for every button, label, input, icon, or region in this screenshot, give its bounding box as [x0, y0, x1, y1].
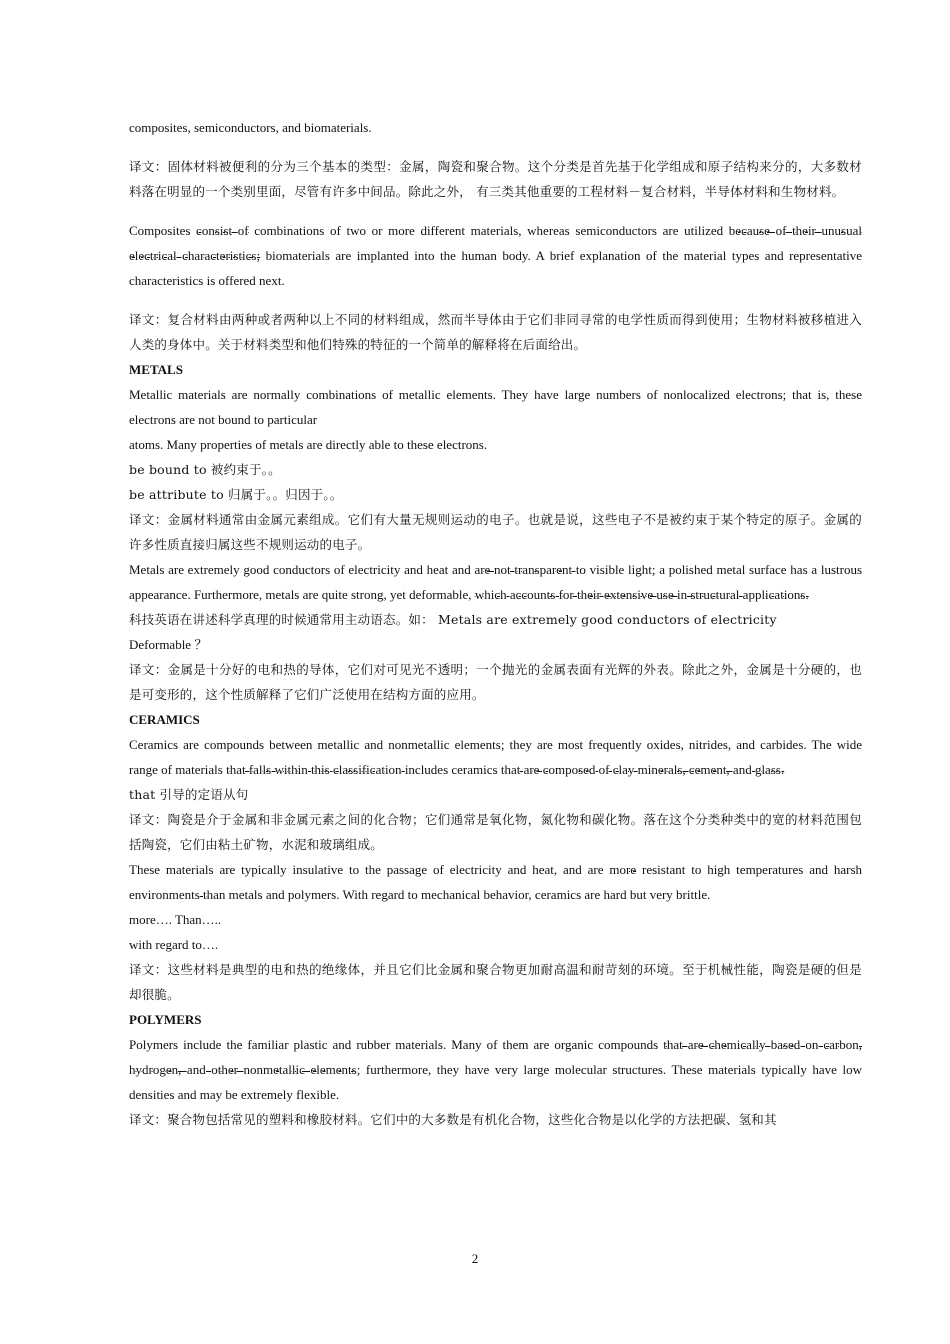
underlined-phrase: that falls within this classification — [226, 762, 405, 777]
grammar-note-more-than: more…. Than….. — [129, 912, 222, 927]
underlined-phrase: than — [199, 887, 226, 902]
ceramics-paragraph-1: Ceramics are compounds between metallic and nonmetallic elements; they are most frequently oxides, nitrides, and carbides. The wide range of materials that falls within this classification includes ceramics that are composed of clay minerals, cement, and glass. — [129, 737, 862, 777]
grammar-note-that-clause: that 引导的定语从句 — [129, 787, 249, 802]
ceramics-paragraph-2: These materials are typically insulative to the passage of electricity and heat, and are more resistant to high temperatures and harsh environments than metals and polymers. With regard to mechanical behavior, ceramics are hard but very brittle. — [129, 862, 862, 902]
ceramics-translation-2: 译文：这些材料是典型的电和热的绝缘体，并且它们比金属和聚合物更加耐高温和耐苛刻的环境。至于机械性能，陶瓷是硬的但是却很脆。 — [129, 962, 862, 1002]
metals-paragraph-2: atoms. Many properties of metals are directly able to these electrons. — [129, 437, 488, 452]
intro-tail-paragraph: composites, semiconductors, and biomaterials. — [129, 120, 372, 135]
metals-translation-2: 译文：金属是十分好的电和热的导体，它们对可见光不透明；一个抛光的金属表面有光辉的外表。除此之外，金属是十分硬的，也是可变形的，这个性质解释了它们广泛使用在结构方面的应用。 — [129, 662, 862, 702]
intro-translation: 译文：固体材料被便利的分为三个基本的类型：金属，陶瓷和聚合物。这个分类是首先基于化学组成和原子结构来分的，大多数材料落在明显的一个类别里面，尽管有许多中间品。除此之外， 有三类其他重要的工程材料－复合材料，半导体材料和生物材料。 — [129, 159, 862, 199]
metals-translation-1: 译文：金属材料通常由金属元素组成。它们有大量无规则运动的电子。也就是说，这些电子不是被约束于某个特定的原子。金属的许多性质直接归属这些不规则运动的电子。 — [129, 512, 862, 552]
page-number: 2 — [471, 1251, 479, 1266]
polymers-translation: 译文：聚合物包括常见的塑料和橡胶材料。它们中的大多数是有机化合物，这些化合物是以化学的方法把碳、氢和其 — [129, 1112, 777, 1127]
vocab-note-deformable: Deformable ？ — [129, 637, 208, 652]
underlined-phrase: more — [609, 862, 637, 877]
vocab-note-bound: be bound to 被约束于。。 — [129, 462, 281, 477]
metals-paragraph-1: Metallic materials are normally combinations of metallic elements. They have large numbers of nonlocalized electrons; that is, these electrons are not bound to particular — [129, 387, 862, 427]
underlined-phrase: are not transparent to — [474, 562, 586, 577]
metals-heading: METALS — [129, 362, 183, 377]
ceramics-heading: CERAMICS — [129, 712, 200, 727]
metals-paragraph-3: Metals are extremely good conductors of electricity and heat and are not transparent to visible light; a polished metal surface has a lustrous appearance. Furthermore, metals are quite strong, yet deformable, which accounts for their extensive use in structural applications. — [129, 562, 863, 602]
grammar-note-active-voice: 科技英语在讲述科学真理的时候通常用主动语态。如： Metals are extremely good conductors of electricity — [129, 612, 777, 627]
underlined-phrase: consist of — [196, 223, 249, 238]
underlined-phrase: because of their unusual electrical characteristics; — [129, 223, 862, 263]
grammar-note-with-regard: with regard to…. — [129, 937, 219, 952]
ceramics-translation-1: 译文：陶瓷是介于金属和非金属元素之间的化合物；它们通常是氧化物，氮化物和碳化物。落在这个分类种类中的宽的材料范围包括陶瓷，它们由粘土矿物，水泥和玻璃组成。 — [129, 812, 862, 852]
composites-paragraph: Composites consist of combinations of two or more different materials, whereas semiconductors are utilized because of their unusual electrical characteristics; biomaterials are implanted into the human body. A brief explanation of the material types and representative characteristics is offered next. — [129, 223, 862, 288]
document-page — [129, 115, 862, 1132]
underlined-phrase: that are composed of clay minerals, cement, and glass. — [500, 762, 785, 777]
vocab-note-attribute: be attribute to 归属于。。归因于。。 — [129, 487, 343, 502]
polymers-paragraph: Polymers include the familiar plastic and rubber materials. Many of them are organic compounds that are chemically based on carbon, hydrogen, and other nonmetallic elements; furthermore, they have very large molecular structures. These materials typically have low densities and may be extremely flexible. — [129, 1037, 863, 1102]
polymers-heading: POLYMERS — [129, 1012, 202, 1027]
composites-translation: 译文：复合材料由两种或者两种以上不同的材料组成，然而半导体由于它们非同寻常的电学性质而得到使用；生物材料被移植进入人类的身体中。关于材料类型和他们特殊的特征的一个简单的解释将在后面给出。 — [129, 312, 862, 352]
underlined-phrase: that are chemically based on carbon, hydrogen, and other nonmetallic elements — [129, 1037, 863, 1077]
underlined-phrase: which accounts for their extensive use in structural applications. — [474, 587, 809, 602]
